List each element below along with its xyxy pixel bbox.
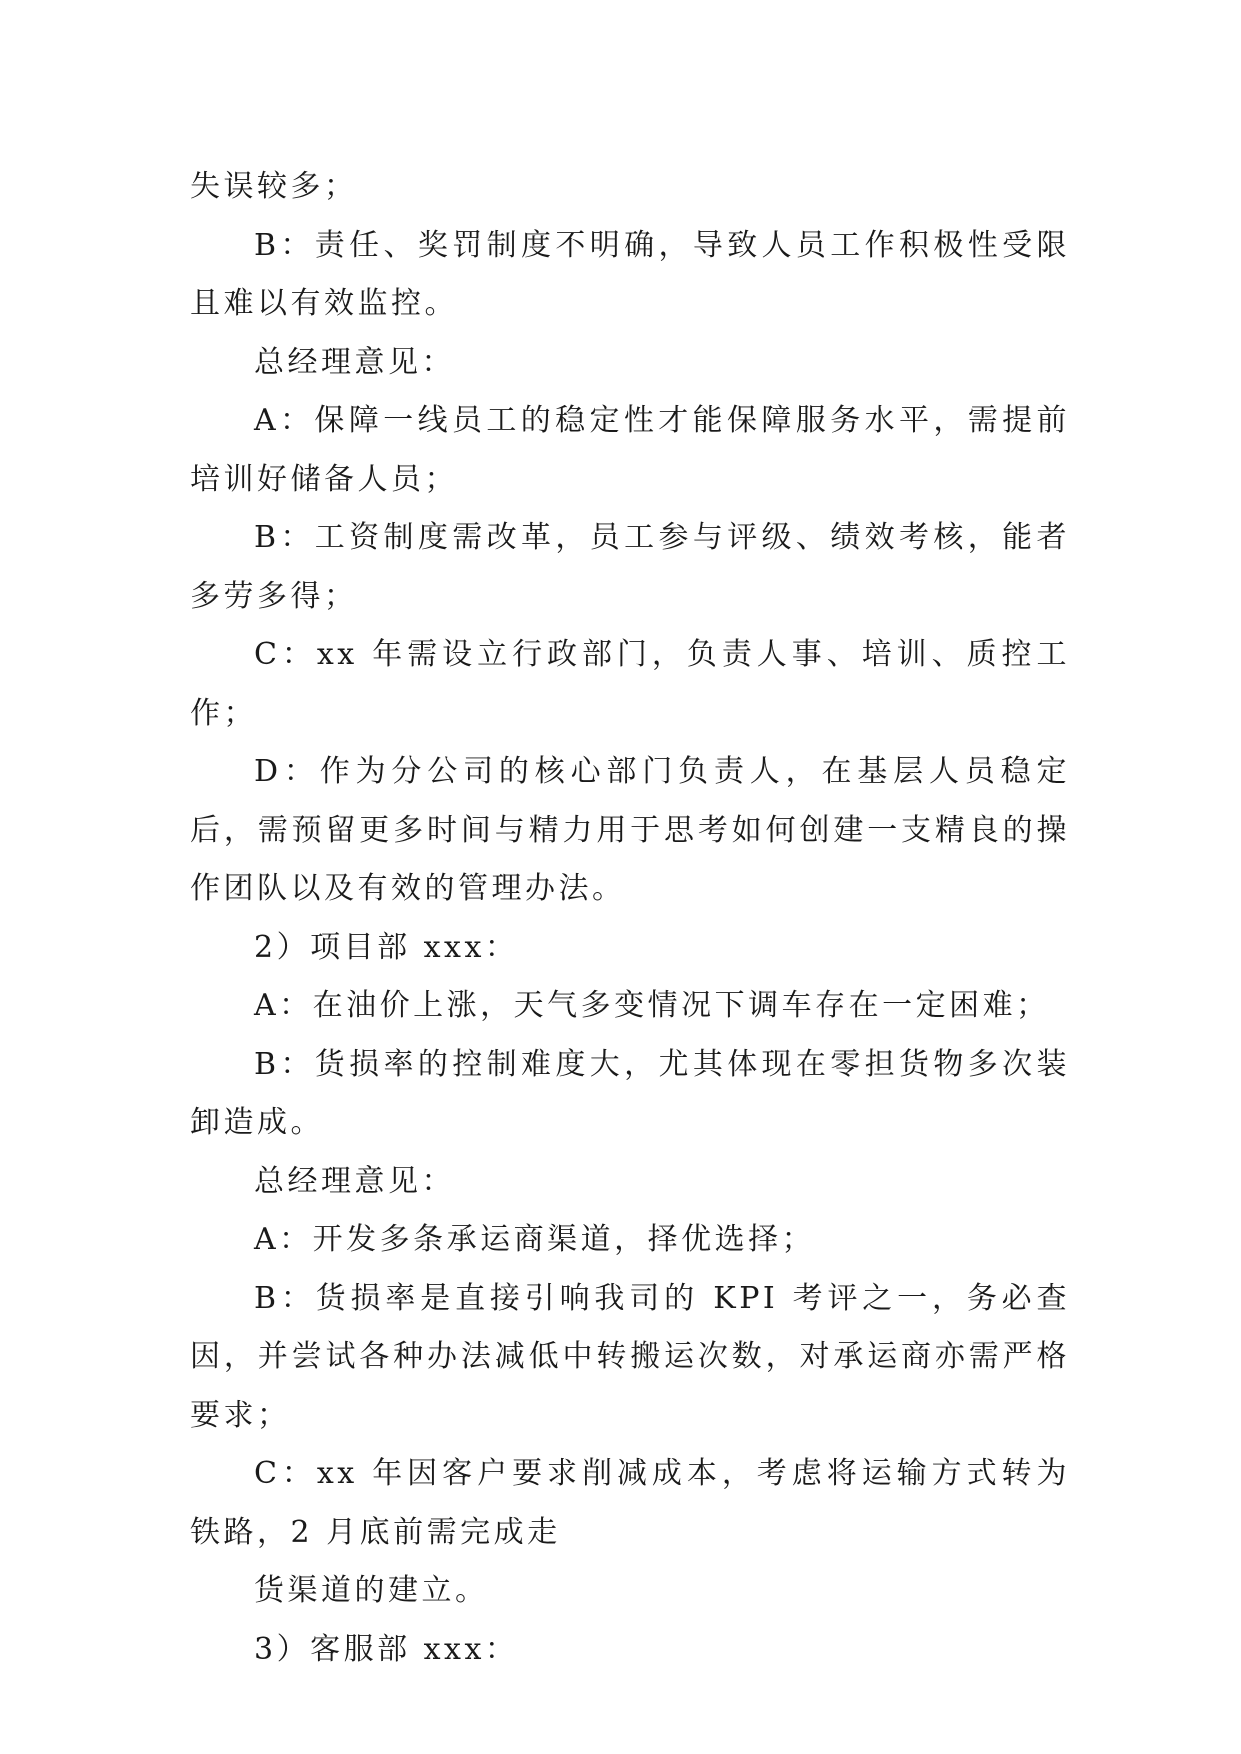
paragraph-heading: 总经理意见： (254, 1163, 455, 1199)
paragraph: A：保障一线员工的稳定性才能保障服务水平，需提前培训好储备人员； (190, 403, 1070, 497)
paragraph: B：责任、奖罚制度不明确，导致人员工作积极性受限且难以有效监控。 (190, 227, 1070, 321)
paragraph: C：xx 年因客户要求削减成本，考虑将运输方式转为铁路，2 月底前需完成走 (190, 1456, 1070, 1550)
paragraph: C：xx 年需设立行政部门，负责人事、培训、质控工作； (190, 637, 1070, 731)
section-heading: 3）客服部 xxx： (254, 1631, 519, 1667)
paragraph: A：在油价上涨，天气多变情况下调车存在一定困难； (254, 988, 1050, 1023)
paragraph: B：货损率的控制难度大，尤其体现在零担货物多次装卸造成。 (190, 1046, 1070, 1140)
paragraph: 货渠道的建立。 (254, 1573, 489, 1608)
paragraph: B：工资制度需改革，员工参与评级、绩效考核，能者多劳多得； (190, 520, 1070, 614)
paragraph: 失误较多； (190, 169, 358, 204)
paragraph-heading: 总经理意见： (254, 344, 455, 380)
paragraph: A：开发多条承运商渠道，择优选择； (254, 1222, 816, 1257)
paragraph: D：作为分公司的核心部门负责人，在基层人员稳定后，需预留更多时间与精力用于思考如何创建一支精良的操作团队以及有效的管理办法。 (190, 754, 1070, 906)
document-body (190, 158, 1070, 1679)
paragraph: B：货损率是直接引响我司的 KPI 考评之一，务必查因，并尝试各种办法减低中转搬运次数，对承运商亦需严格要求； (190, 1280, 1070, 1433)
section-heading: 2）项目部 xxx： (254, 929, 519, 965)
